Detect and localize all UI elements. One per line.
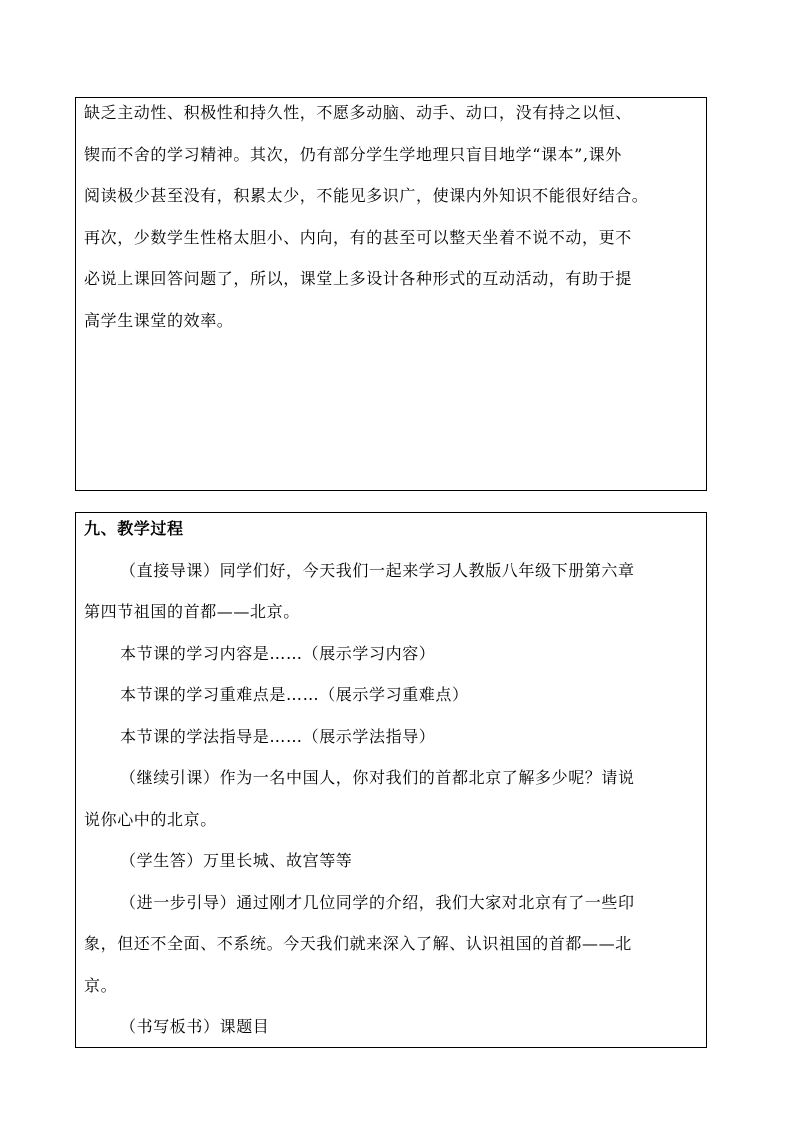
text-line: 阅读极少甚至没有，积累太少，不能见多识广，使课内外知识不能很好结合。 [84, 186, 649, 205]
text-line: 必说上课回答问题了，所以，课堂上多设计各种形式的互动活动，有助于提 [84, 269, 632, 288]
text-line: 京。 [84, 975, 118, 995]
text-box-learner-analysis [75, 97, 707, 491]
text-line: （继续引课）作为一名中国人，你对我们的首都北京了解多少呢？请说 [120, 768, 635, 787]
text-line: 缺乏主动性、积极性和持久性，不愿多动脑、动手、动口，没有持之以恒、 [84, 103, 632, 122]
teaching-process-content [84, 519, 698, 1059]
text-line: 本节课的学习重难点是……（展示学习重难点） [120, 685, 469, 704]
text-line: （进一步引导）通过刚才几位同学的介绍，我们大家对北京有了一些印 [120, 892, 635, 912]
text-line: 锲而不舍的学习精神。其次，仍有部分学生学地理只盲目地学“课本”,课外 [84, 144, 622, 164]
text-line: 第四节祖国的首都——北京。 [84, 602, 300, 621]
paragraph-learner-analysis [84, 103, 698, 352]
text-line: （书写板书）课题目 [120, 1017, 270, 1036]
text-line: 再次，少数学生性格太胆小、内向，有的甚至可以整天坐着不说不动，更不 [84, 227, 632, 247]
text-line: （学生答）万里长城、故宫等等 [120, 851, 353, 870]
text-box-teaching-process [75, 512, 707, 1048]
section-heading: 九、教学过程 [84, 519, 184, 538]
text-line: 高学生课堂的效率。 [84, 310, 234, 330]
text-line: 象，但还不全面、不系统。今天我们就来深入了解、认识祖国的首都——北 [84, 934, 632, 953]
text-line: 说你心中的北京。 [84, 809, 217, 829]
text-line: 本节课的学法指导是……（展示学法指导） [120, 726, 436, 746]
text-line: 本节课的学习内容是……（展示学习内容） [120, 643, 436, 663]
text-line: （直接导课）同学们好，今天我们一起来学习人教版八年级下册第六章 [120, 560, 635, 580]
